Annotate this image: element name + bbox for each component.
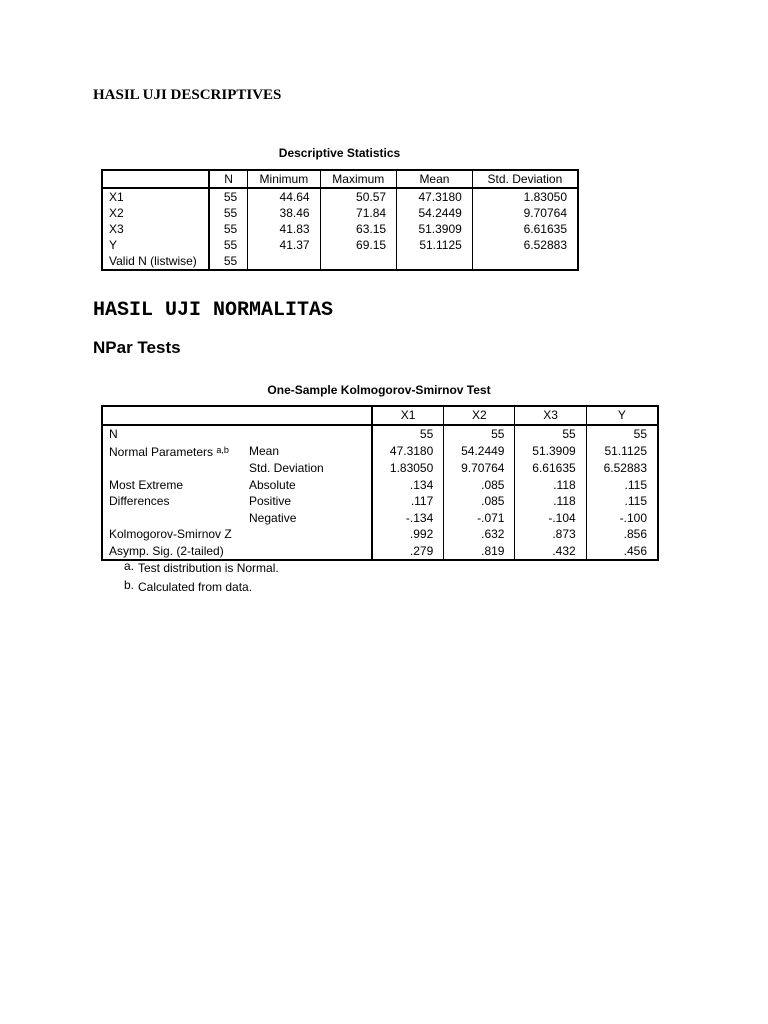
cell-x3: .118 [515,493,586,510]
cell-x3: 6.61635 [515,460,586,477]
cell-x1: 55 [372,425,444,443]
cell-y: 6.52883 [603,461,647,476]
cell-n: 55 [209,221,248,237]
cell-sd: 6.52883 [523,238,567,252]
cell-x1: -.134 [372,510,444,527]
cell-x2: 55 [444,425,515,443]
cell-n: 55 [209,188,248,205]
header-cell: X3 [515,406,586,425]
table-row [102,221,578,237]
table-row [102,526,658,543]
row-label: X1 [102,188,209,205]
cell-sd: 6.61635 [523,222,567,236]
ks-test-title: One-Sample Kolmogorov-Smirnov Test [267,383,491,397]
footnote-text: Calculated from data. [138,580,253,594]
cell-x1: .134 [372,477,444,494]
table-row [102,205,578,221]
ks-test-table [101,405,659,561]
cell-x3: .432 [515,543,586,561]
cell-x2: .632 [444,526,515,543]
cell-y: .856 [623,527,647,542]
footnote-mark: b. [124,578,135,592]
row-label: Valid N (listwise) [102,253,209,270]
cell-y: 55 [633,426,647,441]
row-label: N [109,426,118,441]
table-row [102,543,658,561]
footnote-marker: a,b [216,445,229,455]
table-row [102,425,658,443]
cell-y: 51.1125 [604,444,647,458]
row-sublabel: Mean [243,442,372,460]
row-label [102,510,243,527]
row-label-text: Normal Parameters [109,445,214,459]
header-cell: Mean [397,170,473,188]
cell-max: 69.15 [320,237,397,253]
row-label: X2 [102,205,209,221]
table-row [102,188,578,205]
cell-x1: .279 [372,543,444,561]
cell-x2: .085 [444,477,515,494]
cell-min: 41.37 [248,237,320,253]
header-cell: N [209,170,248,188]
row-label: Asymp. Sig. (2-tailed) [109,543,224,558]
cell-mean [397,253,473,270]
cell-y: .115 [624,477,647,492]
cell-x1: .992 [372,526,444,543]
row-label: Differences [109,494,170,509]
cell-x1: .117 [372,493,444,510]
header-cell: Std. Deviation [472,170,578,188]
cell-y: .456 [623,543,647,558]
row-sublabel: Absolute [243,477,372,494]
cell-n: 55 [209,237,248,253]
table-row [102,237,578,253]
descriptive-statistics-title: Descriptive Statistics [278,146,401,160]
cell-mean: 47.3180 [397,188,473,205]
cell-x2: .819 [444,543,515,561]
footnote-b [124,578,252,594]
cell-max: 50.57 [320,188,397,205]
cell-x2: 54.2449 [444,442,515,460]
table-row [102,253,578,270]
normality-heading: HASIL UJI NORMALITAS [93,299,334,322]
cell-mean: 51.3909 [397,221,473,237]
cell-min: 44.64 [248,188,320,205]
cell-y: -.100 [619,510,647,525]
cell-x2: -.071 [444,510,515,527]
table-row [102,460,658,477]
row-label [102,460,243,477]
row-sublabel: Negative [243,510,372,527]
table-row [102,442,658,460]
header-cell: Minimum [248,170,320,188]
cell-min: 41.83 [248,221,320,237]
cell-sd: 9.70764 [523,206,567,220]
cell-x3: .118 [515,477,586,494]
cell-x3: -.104 [515,510,586,527]
header-cell: X2 [444,406,515,425]
cell-sd: 1.83050 [523,190,567,204]
table-header-row [102,170,578,188]
descriptives-heading: HASIL UJI DESCRIPTIVES [93,87,282,103]
row-label: X3 [102,221,209,237]
cell-mean: 54.2449 [397,205,473,221]
row-sublabel: Std. Deviation [243,460,372,477]
footnote-mark: a. [124,559,135,573]
header-cell [102,170,209,188]
row-label: Kolmogorov-Smirnov Z [109,527,232,542]
cell-n: 55 [209,205,248,221]
cell-max [320,253,397,270]
cell-max: 63.15 [320,221,397,237]
cell-min: 38.46 [248,205,320,221]
header-cell: Y [586,406,658,425]
row-label: Most Extreme [109,477,184,492]
cell-min [248,253,320,270]
row-sublabel [243,425,372,443]
table-row [102,510,658,527]
table-header-row [102,406,658,425]
row-label [102,442,243,460]
cell-mean: 51.1125 [397,237,473,253]
row-sublabel [243,526,372,543]
header-cell: X1 [372,406,444,425]
table-row [102,477,658,494]
descriptive-statistics-table [101,169,579,271]
table-row [102,493,658,510]
row-sublabel [243,543,372,561]
cell-max: 71.84 [320,205,397,221]
row-label: Y [102,237,209,253]
cell-x3: 51.3909 [515,442,586,460]
header-cell-empty [243,406,372,425]
cell-sd [472,253,578,270]
row-sublabel: Positive [243,493,372,510]
header-cell: Maximum [320,170,397,188]
npar-tests-heading: NPar Tests [93,338,181,357]
cell-x2: .085 [444,493,515,510]
cell-x1: 1.83050 [372,460,444,477]
cell-x3: .873 [515,526,586,543]
cell-x2: 9.70764 [444,460,515,477]
cell-x3: 55 [515,425,586,443]
cell-y: .115 [624,494,647,509]
footnote-text: Test distribution is Normal. [138,561,279,575]
header-cell-empty [102,406,243,425]
footnote-a [124,559,279,575]
cell-x1: 47.3180 [372,442,444,460]
cell-n: 55 [209,253,248,270]
